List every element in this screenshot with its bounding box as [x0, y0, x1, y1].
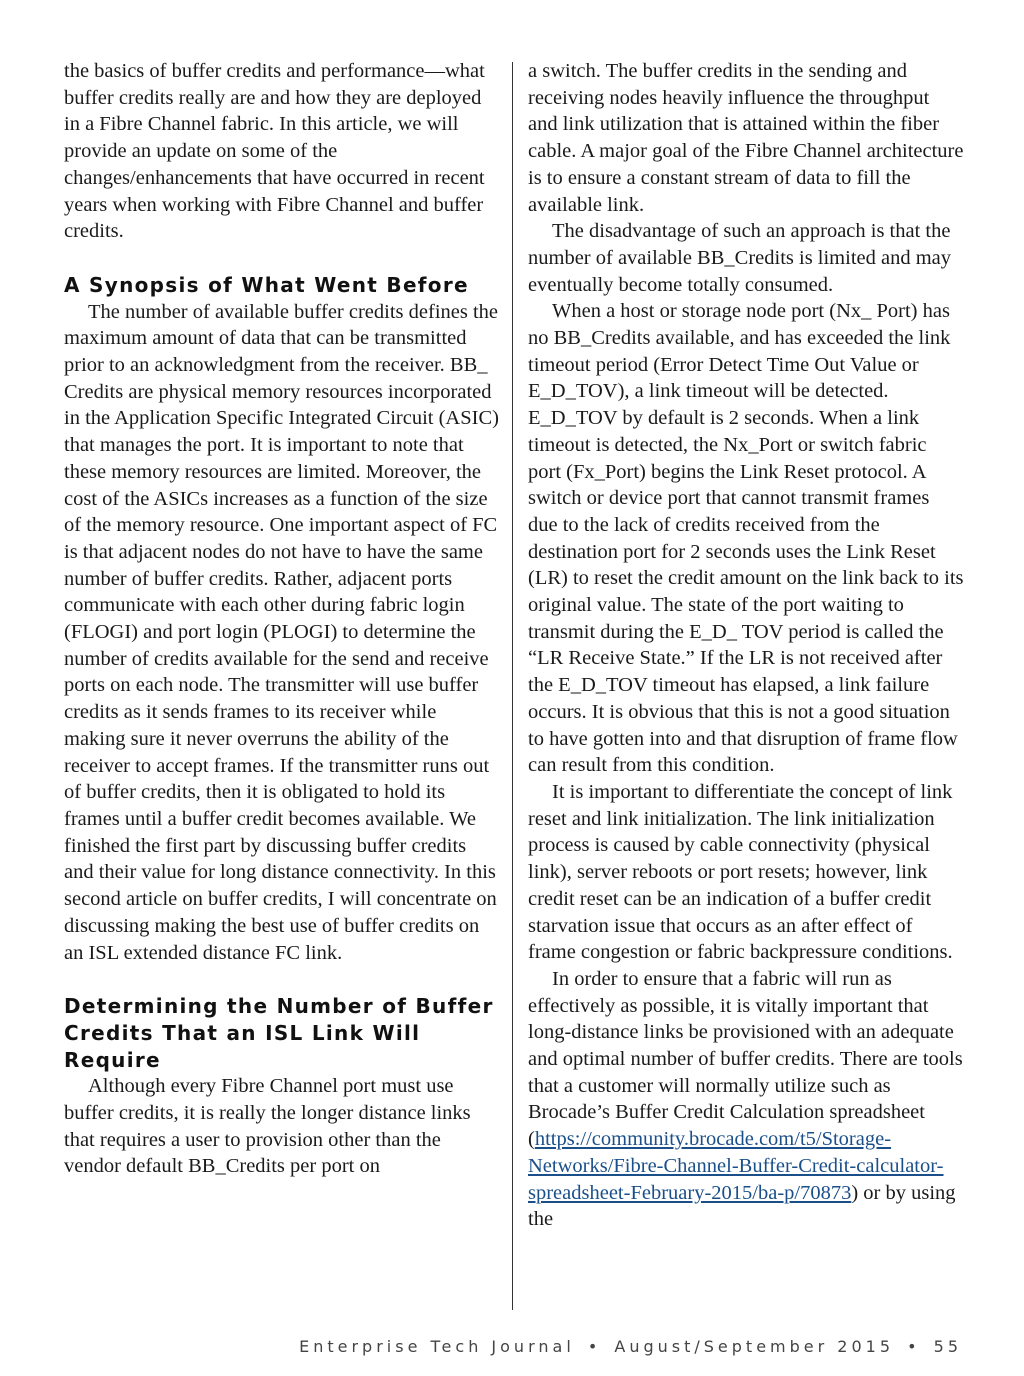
- column-divider: [512, 62, 513, 1310]
- section-heading-determining: Determining the Number of Buffer Credits That an ISL Link Will Require: [64, 994, 494, 1072]
- issue-date: August/September 2015: [614, 1337, 895, 1356]
- page-footer: [0, 1337, 962, 1356]
- page-number: 55: [933, 1337, 962, 1356]
- determining-paragraph: Although every Fibre Channel port must use buffer credits, it is really the longer distance links that requires a user to provision other than the vendor default BB_Credits per port on: [64, 1075, 471, 1178]
- left-column: [64, 58, 500, 1180]
- link-timeout-paragraph: When a host or storage node port (Nx_ Port) has no BB_Credits available, and has exceeded the link timeout period (Error Detect Time Out Value or E_D_TOV), a link timeout will be detected. E_D_TOV by default is 2 seconds. When a link timeout is detected, the Nx_Port or switch fabric port (Fx_Port) begins the Link Reset protocol. A switch or device port that cannot transmit frames due to the lack of credits received from the destination port for 2 seconds uses the Link Reset (LR) to reset the credit amount on the link back to its original value. The state of the port waiting to transmit during the E_D_ TOV period is called the “LR Receive State.” If the LR is not received after the E_D_TOV timeout has elapsed, a link failure occurs. It is obvious that this is not a good situation to have gotten into and that disruption of frame flow can result from this condition.: [528, 300, 964, 777]
- link-reset-paragraph: It is important to differentiate the concept of link reset and link initialization. The link initialization process is caused by cable connectivity (physical link), server reboots or port resets; however, link credit reset can be an indication of a buffer credit starvation issue that occurs as an after effect of frame congestion or fabric backpressure conditions.: [528, 780, 953, 964]
- disadvantage-paragraph: The disadvantage of such an approach is that the number of available BB_Credits is limited and may eventually become totally consumed.: [528, 220, 952, 296]
- continued-paragraph: a switch. The buffer credits in the sending and receiving nodes heavily influence the throughput and link utilization that is attained within the fiber cable. A major goal of the Fibre Channel architecture is to ensure a constant stream of data to fill the available link.: [528, 60, 964, 216]
- provisioning-tail: ) or by using the: [528, 1181, 956, 1231]
- footer-separator: •: [907, 1337, 921, 1356]
- provisioning-paragraph: [528, 966, 964, 1233]
- footer-separator: •: [587, 1337, 602, 1356]
- section-heading-synopsis: A Synopsis of What Went Before: [64, 272, 469, 297]
- intro-paragraph: the basics of buffer credits and performance—what buffer credits really are and how they are deployed in a Fibre Channel fabric. In this article, we will provide an update on some of the changes/enhancements that have occurred in recent years when working with Fibre Channel and buffer credits.: [64, 60, 485, 243]
- right-column: [528, 58, 964, 1233]
- publication-name: Enterprise Tech Journal: [299, 1337, 575, 1356]
- provisioning-text: In order to ensure that a fabric will run as effectively as possible, it is vitally important that long-distance links be provisioned with an adequate and optimal number of buffer credits. There are tools that a customer will normally utilize such as Brocade’s Buffer Credit Calculation spreadsheet (: [528, 967, 963, 1151]
- brocade-calculator-link[interactable]: https://community.brocade.com/t5/Storage-Networks/Fibre-Channel-Buffer-Credit-calculator-spreadsheet-February-2015/ba-p/70873: [528, 1128, 944, 1204]
- synopsis-paragraph: The number of available buffer credits defines the maximum amount of data that can be transmitted prior to an acknowledgment from the receiver. BB_ Credits are physical memory resources incorporated in the Application Specific Integrated Circuit (ASIC) that manages the port. It is important to note that these memory resources are limited. Moreover, the cost of the ASICs increases as a function of the size of the memory resource. One important aspect of FC is that adjacent nodes do not have to have the same number of buffer credits. Rather, adjacent ports communicate with each other during fabric login (FLOGI) and port login (PLOGI) to determine the number of credits available for the send and receive ports on each node. The transmitter will use buffer credits as it sends frames to its receiver while making sure it never overruns the ability of the receiver to accept frames. If the transmitter runs out of buffer credits, then it is obligated to hold its frames until a buffer credit becomes available. We finished the first part by discussing buffer credits and their value for long distance connectivity. In this second article on buffer credits, I will concentrate on discussing making the best use of buffer credits on an ISL extended distance FC link.: [64, 300, 499, 964]
